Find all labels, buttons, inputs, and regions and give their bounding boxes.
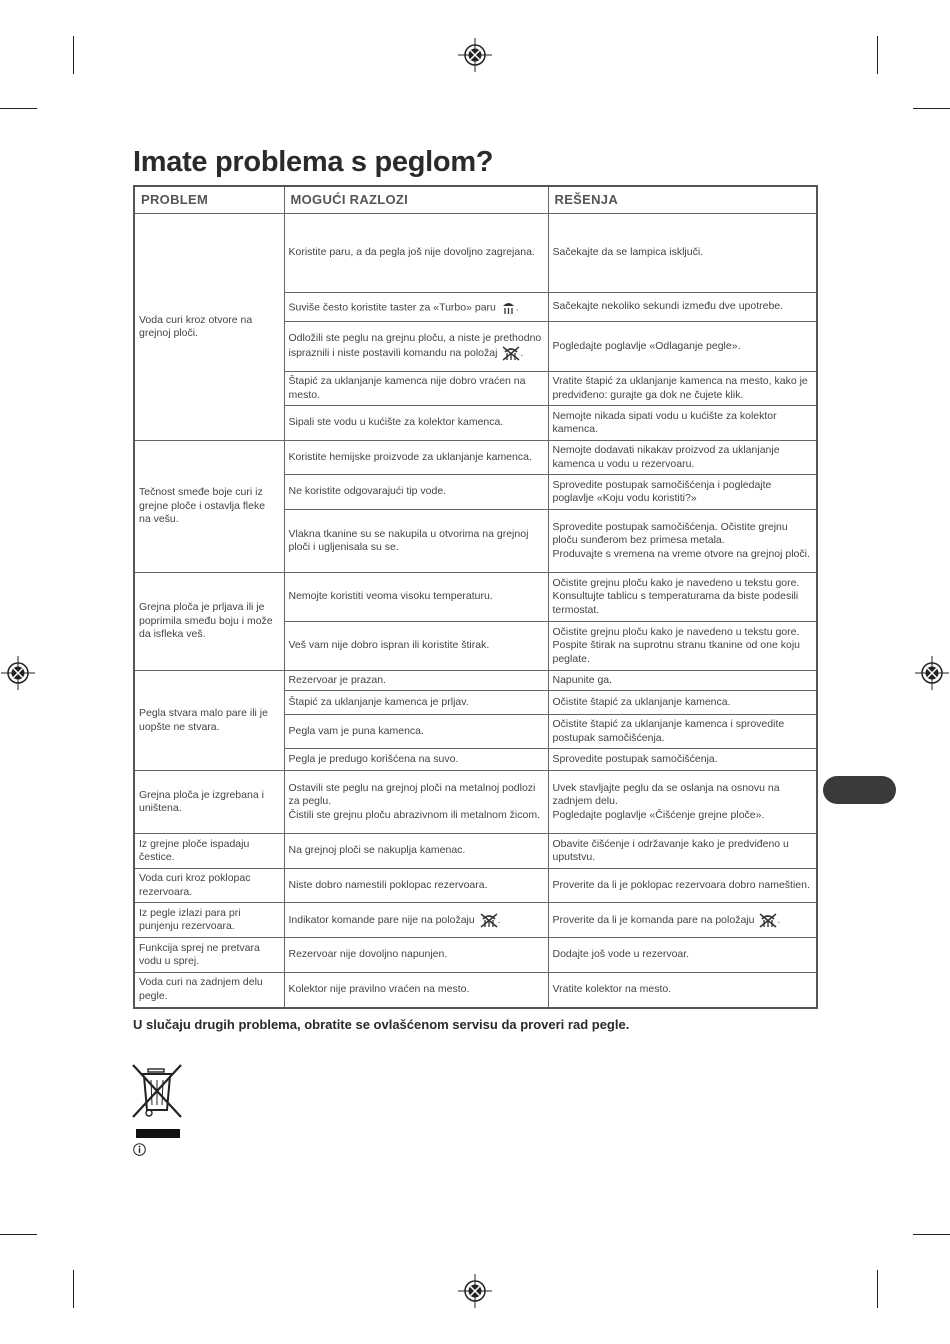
cause-cell: Pegla vam je puna kamenca. xyxy=(284,715,548,749)
registration-mark-icon xyxy=(458,38,492,72)
table-row xyxy=(134,973,817,1008)
problem-cell: Grejna ploča je izgrebana i uništena. xyxy=(134,771,284,834)
solution-cell: Očistite štapić za uklanjanje kamenca i sprovedite postupak samočišćenja. xyxy=(548,715,817,749)
cause-cell: Kolektor nije pravilno vraćen na mesto. xyxy=(284,973,548,1008)
problem-cell: Voda curi na zadnjem delu pegle. xyxy=(134,973,284,1008)
solution-cell: Nemojte dodavati nikakav proizvod za uklanjanje kamenca u vodu u rezervoaru. xyxy=(548,441,817,475)
table-row xyxy=(134,671,817,691)
cause-cell: Nemojte koristiti veoma visoku temperaturu. xyxy=(284,573,548,622)
info-icon xyxy=(133,1143,146,1156)
problem-cell: Iz grejne ploče ispadaju čestice. xyxy=(134,834,284,869)
cause-cell: Pegla je predugo korišćena na suvo. xyxy=(284,749,548,771)
cause-cell: Niste dobro namestili poklopac rezervoara. xyxy=(284,869,548,903)
crop-mark xyxy=(877,1270,878,1308)
column-header-solutions: REŠENJA xyxy=(548,186,817,214)
cause-cell: Ostavili ste peglu na grejnoj ploči na metalnoj podlozi za peglu. Čistili ste grejnu ploču abrazivnom ili metalnom žicom. xyxy=(284,771,548,834)
column-header-causes: MOGUĆI RAZLOZI xyxy=(284,186,548,214)
solution-cell: Očistite grejnu ploču kako je navedeno u tekstu gore. Konsultujte tablicu s temperaturama da biste podesili termostat. xyxy=(548,573,817,622)
solution-suffix: . xyxy=(777,913,781,926)
cause-cell: Koristite paru, a da pegla još nije dovoljno zagrejana. xyxy=(284,214,548,293)
solution-cell: Dodajte još vode u rezervoar. xyxy=(548,938,817,973)
table-row xyxy=(134,834,817,869)
table-row xyxy=(134,869,817,903)
cause-cell: Ne koristite odgovarajući tip vode. xyxy=(284,475,548,510)
footer-note: U slučaju drugih problema, obratite se ovlašćenom servisu da proveri rad pegle. xyxy=(133,1017,630,1032)
problem-cell: Iz pegle izlazi para pri punjenju rezervoara. xyxy=(134,903,284,938)
registration-mark-icon xyxy=(1,656,35,690)
registration-mark-icon xyxy=(458,1274,492,1308)
crop-mark xyxy=(73,1270,74,1308)
solution-cell: Vratite kolektor na mesto. xyxy=(548,973,817,1008)
solution-cell: Pogledajte poglavlje «Odlaganje pegle». xyxy=(548,322,817,372)
problem-cell: Voda curi kroz otvore na grejnoj ploči. xyxy=(134,214,284,441)
steam-off-icon xyxy=(480,912,498,928)
solution-cell: Vratite štapić za uklanjanje kamenca na mesto, kako je predviđeno: gurajte ga dok ne čujete klik. xyxy=(548,372,817,406)
cause-cell: Štapić za uklanjanje kamenca nije dobro vraćen na mesto. xyxy=(284,372,548,406)
solution-cell: Sprovedite postupak samočišćenja. Očistite grejnu ploču sunđerom bez primesa metala. Produvajte s vremena na vreme otvore na grejnoj ploči. xyxy=(548,510,817,573)
crop-mark xyxy=(877,36,878,74)
cause-cell: Veš vam nije dobro ispran ili koristite štirak. xyxy=(284,622,548,671)
problem-cell: Grejna ploča je prljava ili je poprimila smeđu boju i može da isfleka veš. xyxy=(134,573,284,671)
table-row xyxy=(134,214,817,293)
cause-suffix: . xyxy=(515,300,519,313)
cause-text: Suviše često koristite taster za «Turbo» paru xyxy=(288,300,496,313)
table-row xyxy=(134,771,817,834)
solution-cell: Nemojte nikada sipati vodu u kućište za kolektor kamenca. xyxy=(548,406,817,441)
solution-cell: Obavite čišćenje i održavanje kako je predviđeno u uputstvu. xyxy=(548,834,817,869)
table-row xyxy=(134,573,817,622)
cause-text: Odložili ste peglu na grejnu ploču, a niste je prethodno ispraznili i niste postavili komandu na položaj xyxy=(288,331,542,360)
table-row xyxy=(134,441,817,475)
solution-cell: Sprovedite postupak samočišćenja i pogledajte poglavlje «Koju vodu koristiti?» xyxy=(548,475,817,510)
page-title: Imate problema s peglom? xyxy=(133,146,494,178)
cause-cell xyxy=(284,293,548,322)
crop-mark xyxy=(913,108,950,109)
cause-cell: Rezervoar je prazan. xyxy=(284,671,548,691)
solution-cell: Proverite da li je poklopac rezervoara dobro nameštien. xyxy=(548,869,817,903)
page-tab xyxy=(823,776,896,804)
crossed-out-bin-icon xyxy=(131,1063,183,1139)
problem-cell: Tečnost smeđe boje curi iz grejne ploče i ostavlja fleke na vešu. xyxy=(134,441,284,573)
crop-mark xyxy=(73,36,74,74)
table-header-row xyxy=(134,186,817,214)
steam-off-icon xyxy=(759,912,777,928)
table-row xyxy=(134,938,817,973)
crop-mark xyxy=(913,1234,950,1235)
cause-cell: Štapić za uklanjanje kamenca je prljav. xyxy=(284,691,548,715)
solution-cell xyxy=(548,903,817,938)
solution-cell: Očistite štapić za uklanjanje kamenca. xyxy=(548,691,817,715)
crop-mark xyxy=(0,108,37,109)
cause-cell: Vlakna tkanine su se nakupila u otvorima na grejnoj ploči i ugljenisala su se. xyxy=(284,510,548,573)
solution-cell: Sprovedite postupak samočišćenja. xyxy=(548,749,817,771)
solution-cell: Sačekajte da se lampica isključi. xyxy=(548,214,817,293)
cause-cell: Koristite hemijske proizvode za uklanjanje kamenca. xyxy=(284,441,548,475)
registration-mark-icon xyxy=(915,656,949,690)
cause-cell: Rezervoar nije dovoljno napunjen. xyxy=(284,938,548,973)
problem-cell: Pegla stvara malo pare ili je uopšte ne stvara. xyxy=(134,671,284,771)
problem-cell: Voda curi kroz poklopac rezervoara. xyxy=(134,869,284,903)
turbo-steam-icon xyxy=(501,300,516,315)
cause-text: Indikator komande pare nije na položaju xyxy=(288,913,475,926)
cause-suffix: . xyxy=(520,347,524,360)
steam-off-icon xyxy=(502,345,520,361)
cause-cell: Sipali ste vodu u kućište za kolektor kamenca. xyxy=(284,406,548,441)
troubleshooting-table xyxy=(133,185,818,1009)
cause-suffix: . xyxy=(497,913,501,926)
solution-text: Proverite da li je komanda pare na položaju xyxy=(552,913,755,926)
cause-cell xyxy=(284,903,548,938)
solution-cell: Uvek stavljajte peglu da se oslanja na osnovu na zadnjem delu. Pogledajte poglavlje «Čišćenje grejne ploče». xyxy=(548,771,817,834)
column-header-problem: PROBLEM xyxy=(134,186,284,214)
table-row xyxy=(134,903,817,938)
solution-cell: Sačekajte nekoliko sekundi između dve upotrebe. xyxy=(548,293,817,322)
cause-cell xyxy=(284,322,548,372)
solution-cell: Očistite grejnu ploču kako je navedeno u tekstu gore. Pospite štirak na suprotnu stranu tkanine od one koju peglate. xyxy=(548,622,817,671)
problem-cell: Funkcija sprej ne pretvara vodu u sprej. xyxy=(134,938,284,973)
solution-cell: Napunite ga. xyxy=(548,671,817,691)
crop-mark xyxy=(0,1234,37,1235)
cause-cell: Na grejnoj ploči se nakuplja kamenac. xyxy=(284,834,548,869)
